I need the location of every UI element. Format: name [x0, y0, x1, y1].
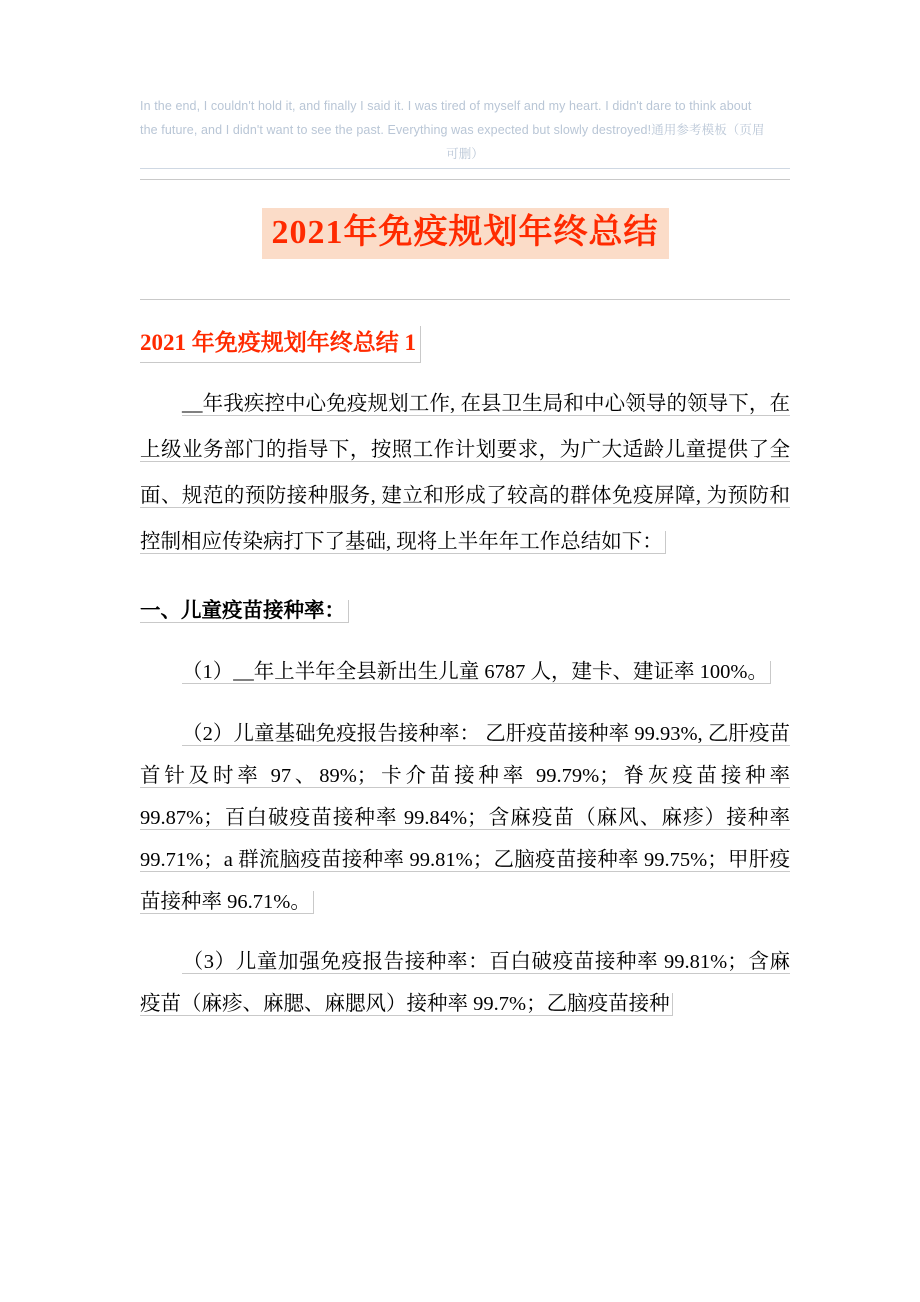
document-content — [140, 0, 790, 1025]
section-subtitle: 2021 年免疫规划年终总结 1 — [140, 326, 421, 363]
page-title: 2021年免疫规划年终总结 — [262, 208, 669, 259]
header-note-tail: 通用参考模板（页眉 — [651, 122, 765, 137]
page-header-note — [140, 95, 790, 169]
paragraph-item-1: （1）__年上半年全县新出生儿童 6787 人，建卡、建证率 100%。 — [140, 649, 790, 695]
header-divider — [140, 179, 790, 180]
document-title-area — [140, 208, 790, 300]
header-note-line2: the future, and I didn't want to see the past. Everything was expected but slowly destroyed!通用参考模板（页眉 — [140, 122, 765, 137]
paragraph-item-3: （3）儿童加强免疫报告接种率：百白破疫苗接种率 99.81%；含麻疫苗（麻疹、麻腮、麻腮风）接种率 99.7%；乙脑疫苗接种 — [140, 951, 790, 1016]
subtitle-wrap — [140, 300, 790, 363]
header-note-line3: 可删） — [446, 146, 484, 161]
paragraph-intro: __年我疾控中心免疫规划工作, 在县卫生局和中心领导的领导下，在上级业务部门的指导下，按照工作计划要求，为广大适龄儿童提供了全面、规范的预防接种服务, 建立和形成了较高的群体免疫屏障, 为预防和控制相应传染病打下了基础, 现将上半年年工作总结如下： — [140, 393, 790, 554]
header-note-line1: In the end, I couldn't hold it, and finally I said it. I was tired of myself and my heart. I didn't dare to think about — [140, 99, 752, 113]
section-heading-1: 一、儿童疫苗接种率： — [140, 591, 790, 631]
paragraph-item-2: （2）儿童基础免疫报告接种率： 乙肝疫苗接种率 99.93%, 乙肝疫苗首针及时率 97、89%；卡介苗接种率 99.79%；脊灰疫苗接种率 99.87%；百白破疫苗接种率 99.84%；含麻疫苗（麻风、麻疹）接种率 99.71%；a 群流脑疫苗接种率 99.81%；乙脑疫苗接种率 99.75%；甲肝疫苗接种率 96.71%。 — [140, 723, 790, 914]
